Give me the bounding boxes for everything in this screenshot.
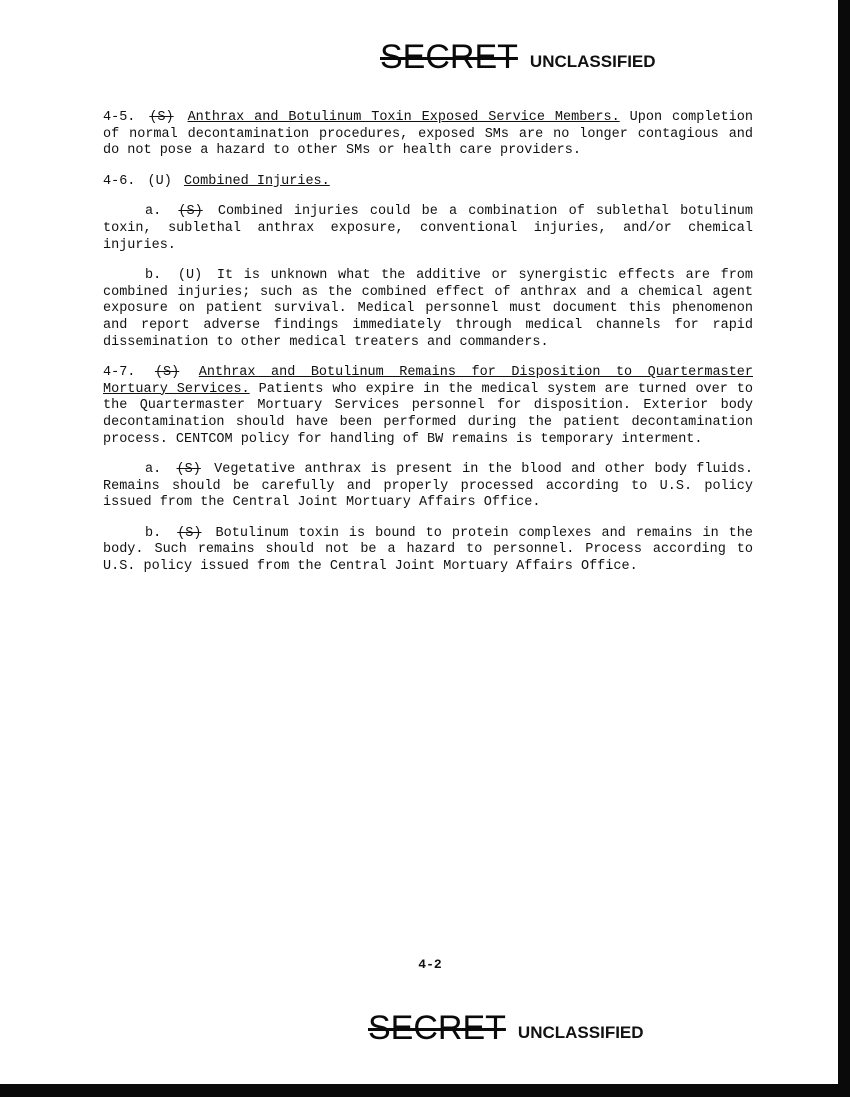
classification-label: UNCLASSIFIED [529,52,656,71]
paragraph-number: 4-5. [103,110,136,125]
subparagraph-4-6-a [103,204,753,254]
struck-paragraph-marking: (S) [149,110,174,125]
paragraph-number: 4-6. [103,173,136,189]
paragraph-4-5 [103,110,753,160]
scan-edge-right [838,0,850,1097]
paragraph-text: It is unknown what the additive or synergistic effects are from combined injuries; such as the combined effect of anthrax and a chemical agent exposure on patient survival. Medical personnel must document this phenomenon and report adverse findings immediately through medical channels for rapid dissemination to other medical treaters and commanders. [103,268,754,350]
page-number: 4-2 [418,957,442,972]
paragraph-text: Vegetative anthrax is present in the blood and other body fluids. Remains should be carefully and properly processed according to U.S. policy issued from the Central Joint Mortuary Affairs Office. [103,462,753,511]
paragraph-text: Upon completion of normal decontamination procedures, exposed SMs are no longer contagious and do not pose a hazard to other SMs or health care providers. [103,110,753,159]
paragraph-title: Combined Injuries. [183,173,330,189]
bottom-classification-marking [368,1011,644,1045]
subparagraph-4-6-b [103,268,753,351]
scan-edge-bottom [0,1084,850,1097]
struck-paragraph-marking: (S) [178,204,203,220]
paragraph-number: 4-7. [103,365,136,381]
subparagraph-letter: b. [145,525,162,541]
paragraph-4-6 [103,174,753,191]
document-body [103,110,753,590]
struck-classification: SECRET [368,1009,506,1047]
subparagraph-4-7-a [103,462,753,512]
paragraph-text: Botulinum toxin is bound to protein complexes and remains in the body. Such remains should not be a hazard to personnel. Process according to U.S. policy issued from the Central Joint Mortuary Affairs Office. [103,525,753,575]
struck-classification: SECRET [380,38,518,76]
paragraph-text: Combined injuries could be a combination of sublethal botulinum toxin, sublethal anthrax exposure, conventional injuries, and/or chemical injuries. [103,204,754,253]
struck-paragraph-marking: (S) [177,525,202,541]
paragraph-4-7 [103,365,753,448]
subparagraph-letter: a. [145,204,162,220]
struck-paragraph-marking: (S) [176,462,201,478]
paragraph-marking: (U) [177,268,203,284]
paragraph-marking: (U) [147,173,172,189]
subparagraph-4-7-b [103,526,753,576]
struck-paragraph-marking: (S) [154,365,180,381]
classification-label: UNCLASSIFIED [517,1023,644,1042]
subparagraph-letter: b. [145,268,162,284]
paragraph-title: Anthrax and Botulinum Toxin Exposed Service Members. [187,110,620,125]
paragraph-title: Anthrax and Botulinum Remains for Disposition to Quartermaster Mortuary Services. [103,365,753,397]
paragraph-text: Patients who expire in the medical system are turned over to the Quartermaster Mortuary Services personnel for disposition. Exterior body decontamination should have been performed during the patient decontamination process. CENTCOM policy for handling of BW remains is temporary interment. [103,381,753,447]
subparagraph-letter: a. [145,462,162,478]
top-classification-marking [380,40,656,74]
